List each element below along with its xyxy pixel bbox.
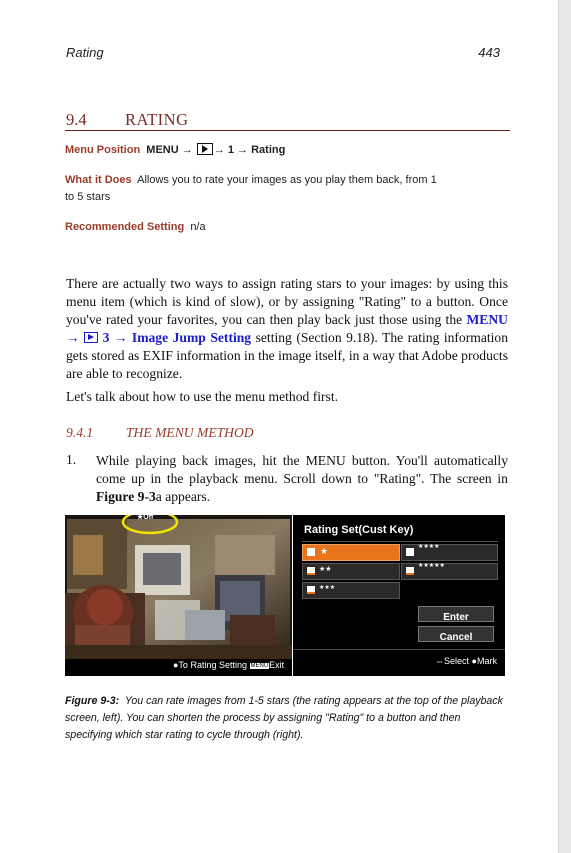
- rating-option-3-stars: ★★★: [319, 585, 336, 591]
- menu-position-menu: MENU: [146, 144, 179, 156]
- menu-position-label: Menu Position: [65, 144, 141, 156]
- select-mark-hint: ⇔Select ●Mark: [435, 656, 497, 666]
- enter-label: Enter: [443, 612, 469, 623]
- exit-text: Exit: [269, 660, 285, 670]
- running-header-title: Rating: [66, 45, 104, 60]
- figure-caption: [65, 693, 509, 744]
- para1-using: using the: [411, 312, 463, 327]
- caption-text: You can rate images from 1-5 stars (the rating appears at the top of the playback screen, left). You can shorten the process by assigning "Rating" to a button and then specifying which star rating to cycle through (right).: [65, 695, 503, 741]
- room-photo-illustration: [65, 515, 292, 676]
- step-line3-pre: "Rating". The screen in: [373, 471, 508, 486]
- checkbox-icon: [307, 548, 315, 556]
- subsection-title: THE MENU METHOD: [126, 425, 254, 440]
- rating-option-1[interactable]: [302, 544, 400, 561]
- menu-path-menu: MENU: [466, 312, 508, 327]
- section-title: RATING: [125, 110, 189, 129]
- checked-icon: [406, 567, 414, 575]
- rating-option-3[interactable]: [302, 582, 400, 599]
- step-line3-post: a appears.: [155, 489, 211, 504]
- to-rating-setting-text: ●To Rating Setting: [173, 660, 247, 670]
- what-it-does-label: What it Does: [65, 174, 132, 186]
- rating-indicator: ★Off: [137, 515, 154, 521]
- menu-path-arrow: →: [66, 330, 80, 345]
- recommended-setting-line: [65, 219, 505, 236]
- rating-option-5[interactable]: [401, 563, 498, 580]
- menu-position-arrow-2: →: [213, 144, 225, 156]
- caption-label: Figure 9-3:: [65, 695, 120, 707]
- checkbox-icon: [406, 548, 414, 556]
- menu-badge: MENU: [250, 663, 269, 669]
- rating-option-5-stars: ★★★★★: [418, 563, 445, 569]
- intro-paragraph: [66, 275, 508, 383]
- page-number: 443: [478, 45, 500, 60]
- step-line1: While playing back images, hit the MENU button. You'll: [96, 453, 428, 468]
- rating-set-title: Rating Set(Cust Key): [304, 524, 414, 536]
- para1-line1: There are actually two ways to assign rating stars to your images: by using: [66, 276, 485, 291]
- section-number: 9.4: [66, 110, 87, 129]
- para1-line2: this menu item (which is kind of slow), or by assigning "Rating" to a: [66, 276, 508, 309]
- step-text: [96, 452, 508, 506]
- rating-option-4-stars: ★★★★: [418, 544, 440, 550]
- step-line2: automatically come up in the playback menu. Scroll down to: [96, 453, 508, 486]
- para1-line6: in a way that Adobe products are able to recognize.: [66, 348, 508, 381]
- rating-option-1-stars: ★: [320, 546, 329, 556]
- enter-button[interactable]: [418, 606, 494, 622]
- what-it-does-block: [65, 172, 505, 206]
- menu-position-rest: 1 → Rating: [227, 144, 286, 156]
- rating-option-4[interactable]: [401, 544, 498, 561]
- to-rating-setting-hint: [173, 660, 284, 670]
- cancel-button[interactable]: [418, 626, 494, 642]
- cancel-label: Cancel: [439, 632, 473, 643]
- checked-icon: [307, 567, 315, 575]
- recommended-label: Recommended Setting: [65, 221, 185, 233]
- playback-screen-photo: [65, 515, 292, 676]
- figure-reference: Figure 9-3: [96, 489, 156, 504]
- menu-method-intro: Let's talk about how to use the menu method first.: [66, 389, 339, 404]
- playback-icon-blue: [84, 332, 98, 343]
- rating-set-menu-screen: [293, 515, 505, 676]
- footer-divider: [293, 649, 505, 650]
- para1-tail: setting (Section 9.18).: [255, 330, 378, 345]
- what-it-does-line1: Allows you to rate your images as you play them back, from 1: [137, 174, 437, 186]
- section-heading: [65, 110, 510, 131]
- subsection-number: 9.4.1: [66, 425, 94, 440]
- menu-path-item: 3 → Image Jump Setting: [102, 330, 252, 345]
- menu-position-line: [65, 142, 505, 159]
- recommended-value: n/a: [190, 221, 206, 233]
- step-number: 1.: [66, 452, 77, 467]
- menu-position-arrow: →: [181, 144, 193, 156]
- what-it-does-line2: to 5 stars: [65, 191, 111, 203]
- rating-option-2-stars: ★★: [319, 566, 332, 573]
- checked-icon: [307, 586, 315, 594]
- rating-option-2[interactable]: [302, 563, 400, 580]
- para1-line5: The rating information gets stored as EXIF information in the image itself,: [66, 330, 509, 363]
- subsection-heading: [66, 425, 254, 441]
- para1-line3: button. Once you've rated your favorites, you can then play back just those: [66, 294, 508, 327]
- playback-icon: [197, 143, 213, 155]
- title-divider: [302, 541, 498, 542]
